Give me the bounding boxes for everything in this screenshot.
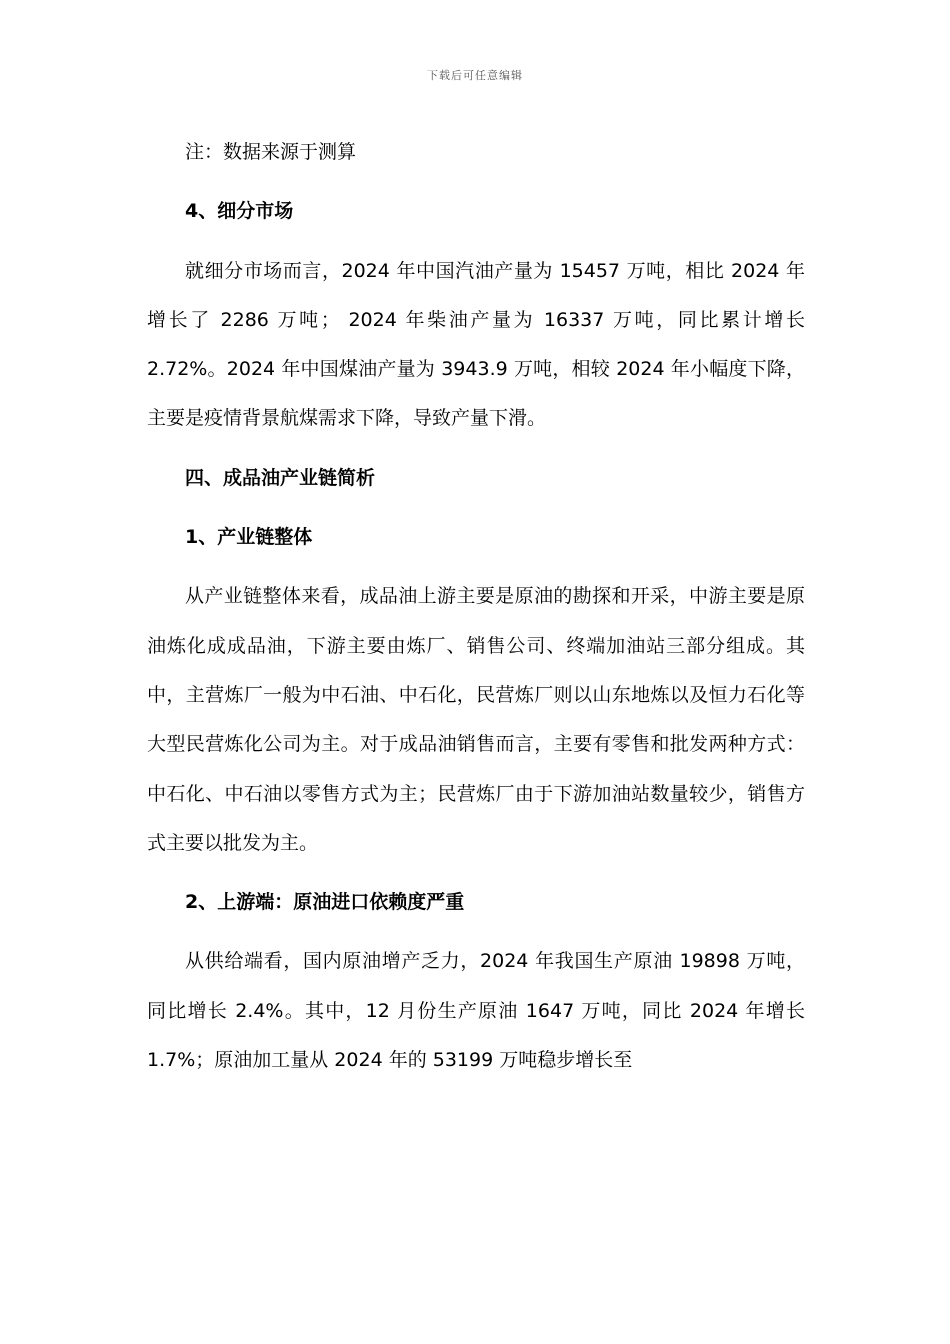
document-body [147, 128, 805, 1085]
section-heading-upstream: 2、上游端：原油进口依赖度严重 [185, 891, 465, 914]
page-header: 下载后可任意编辑 [427, 69, 523, 82]
paragraph-chain-overview: 从产业链整体来看，成品油上游主要是原油的勘探和开采，中游主要是原油炼化成成品油，下游主要由炼厂、销售公司、终端加油站三部分组成。其中，主营炼厂一般为中石油、中石化，民营炼厂则以山东地炼以及恒力石化等大型民营炼化公司为主。对于成品油销售而言，主要有零售和批发两种方式：中石化、中石油以零售方式为主；民营炼厂由于下游加油站数量较少，销售方式主要以批发为主。 [147, 585, 805, 854]
paragraph-upstream: 从供给端看，国内原油增产乏力，2024 年我国生产原油 19898 万吨，同比增长 2.4%。其中，12 月份生产原油 1647 万吨，同比 2024 年增长 1.7%；原油加工量从 2024 年的 53199 万吨稳步增长至 [147, 950, 805, 1072]
paragraph-segment-market: 就细分市场而言，2024 年中国汽油产量为 15457 万吨，相比 2024 年增长了 2286 万吨； 2024 年柴油产量为 16337 万吨，同比累计增长 2.72%。2024 年中国煤油产量为 3943.9 万吨，相较 2024 年小幅度下降，主要是疫情背景航煤需求下降，导致产量下滑。 [147, 259, 805, 430]
section-heading-segment-market: 4、细分市场 [185, 200, 294, 223]
chapter-heading-industry-chain: 四、成品油产业链简析 [185, 466, 376, 489]
source-note: 注：数据来源于测算 [185, 141, 357, 163]
section-heading-chain-overview: 1、产业链整体 [185, 526, 313, 549]
